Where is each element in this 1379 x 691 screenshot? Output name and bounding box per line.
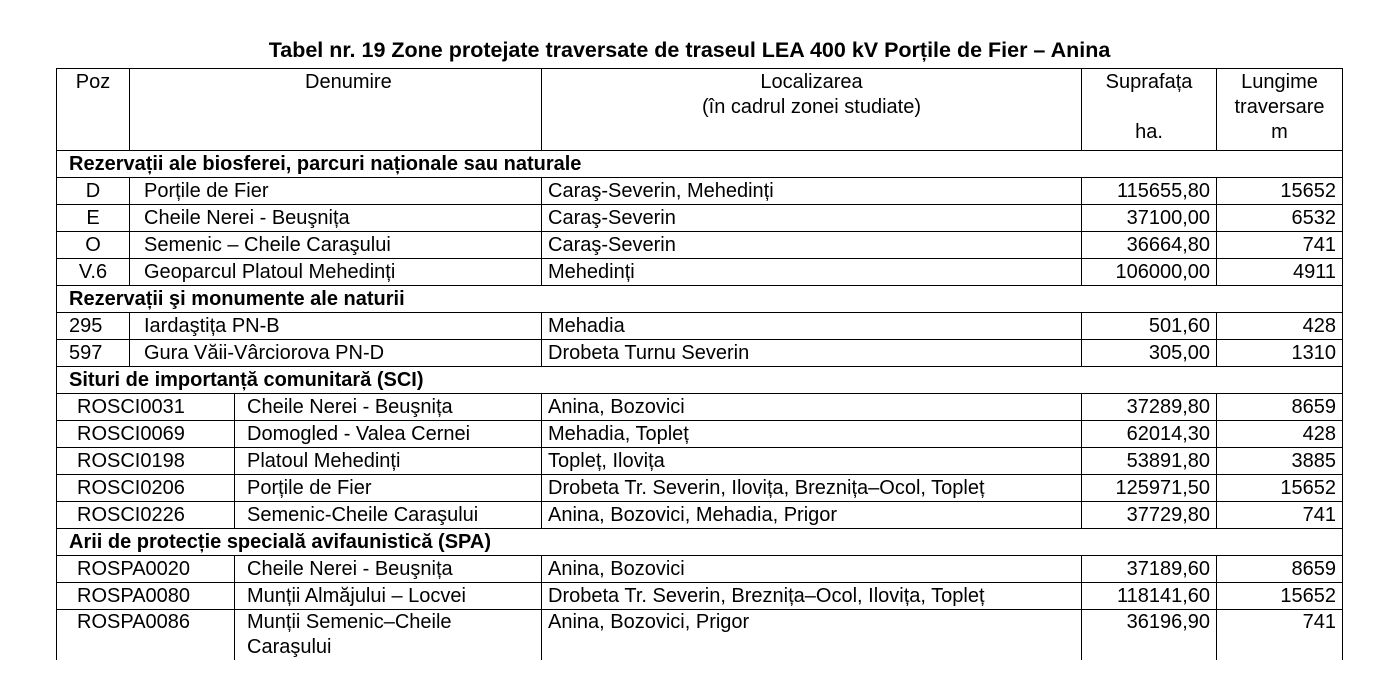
table-row — [57, 232, 1343, 259]
cell-lungime: 15652 — [1217, 583, 1343, 610]
section-row — [57, 529, 1343, 556]
cell-localizare: Caraş-Severin, Mehedinți — [542, 178, 1082, 205]
cell-suprafata: 36664,80 — [1082, 232, 1217, 259]
cell-lungime: 741 — [1217, 502, 1343, 529]
cell-lungime: 428 — [1217, 313, 1343, 340]
cell-lungime: 741 — [1217, 610, 1343, 661]
cell-poz: ROSPA0020 — [57, 556, 235, 583]
cell-localizare: Drobeta Tr. Severin, Ilovița, Breznița–Ocol, Topleț — [542, 475, 1082, 502]
cell-localizare: Caraş-Severin — [542, 232, 1082, 259]
table-row — [57, 394, 1343, 421]
cell-denumire-line-1: Munții Semenic–Cheile — [247, 611, 452, 633]
cell-denumire: Platoul Mehedinți — [235, 448, 542, 475]
cell-denumire: Geoparcul Platoul Mehedinți — [130, 259, 542, 286]
cell-localizare: Anina, Bozovici, Prigor — [542, 610, 1082, 661]
cell-localizare: Anina, Bozovici — [542, 394, 1082, 421]
cell-suprafata: 125971,50 — [1082, 475, 1217, 502]
cell-lungime: 1310 — [1217, 340, 1343, 367]
header-suprafata: Suprafața ha. — [1082, 69, 1217, 151]
cell-suprafata: 36196,90 — [1082, 610, 1217, 661]
table-row — [57, 340, 1343, 367]
cell-denumire: Porțile de Fier — [235, 475, 542, 502]
table-row — [57, 205, 1343, 232]
table-row — [57, 259, 1343, 286]
table-row — [57, 556, 1343, 583]
header-lungime: Lungime traversare m — [1217, 69, 1343, 151]
cell-denumire: Porțile de Fier — [130, 178, 542, 205]
cell-suprafata: 118141,60 — [1082, 583, 1217, 610]
cell-suprafata: 305,00 — [1082, 340, 1217, 367]
table-title: Tabel nr. 19 Zone protejate traversate de traseul LEA 400 kV Porțile de Fier – Anina — [268, 38, 1111, 62]
cell-suprafata: 37189,60 — [1082, 556, 1217, 583]
cell-poz: V.6 — [57, 259, 130, 286]
cell-localizare: Anina, Bozovici, Mehadia, Prigor — [542, 502, 1082, 529]
header-poz: Poz — [57, 69, 130, 151]
cell-localizare: Drobeta Turnu Severin — [542, 340, 1082, 367]
cell-localizare: Mehadia, Topleț — [542, 421, 1082, 448]
table-row — [57, 421, 1343, 448]
cell-poz: 295 — [57, 313, 130, 340]
cell-poz: ROSPA0086 — [57, 610, 235, 661]
cell-denumire: Cheile Nerei - Beuşnița — [235, 556, 542, 583]
cell-denumire: Munții Almăjului – Locvei — [235, 583, 542, 610]
cell-lungime: 15652 — [1217, 178, 1343, 205]
protected-areas-table — [56, 68, 1343, 660]
cell-localizare: Anina, Bozovici — [542, 556, 1082, 583]
section-title: Rezervații ale biosferei, parcuri naționale sau naturale — [57, 151, 1343, 178]
header-denumire: Denumire — [130, 69, 542, 151]
cell-denumire-line-2: Caraşului — [247, 636, 332, 658]
cell-denumire: Semenic-Cheile Caraşului — [235, 502, 542, 529]
header-row — [57, 69, 1343, 151]
section-row — [57, 286, 1343, 313]
table-row — [57, 610, 1343, 661]
cell-suprafata: 501,60 — [1082, 313, 1217, 340]
cell-poz: ROSCI0198 — [57, 448, 235, 475]
cell-lungime: 4911 — [1217, 259, 1343, 286]
cell-lungime: 8659 — [1217, 394, 1343, 421]
cell-lungime: 6532 — [1217, 205, 1343, 232]
section-title: Situri de importanță comunitară (SCI) — [57, 367, 1343, 394]
table-row — [57, 178, 1343, 205]
cell-poz: ROSPA0080 — [57, 583, 235, 610]
cell-lungime: 15652 — [1217, 475, 1343, 502]
cell-poz: ROSCI0031 — [57, 394, 235, 421]
table-row — [57, 475, 1343, 502]
cell-suprafata: 106000,00 — [1082, 259, 1217, 286]
table-row — [57, 448, 1343, 475]
cell-localizare: Mehedinți — [542, 259, 1082, 286]
section-row — [57, 151, 1343, 178]
cell-poz: 597 — [57, 340, 130, 367]
cell-poz: ROSCI0226 — [57, 502, 235, 529]
cell-poz: D — [57, 178, 130, 205]
cell-lungime: 428 — [1217, 421, 1343, 448]
cell-denumire: Domogled - Valea Cernei — [235, 421, 542, 448]
cell-suprafata: 37289,80 — [1082, 394, 1217, 421]
cell-lungime: 3885 — [1217, 448, 1343, 475]
cell-denumire: Cheile Nerei - Beuşnița — [235, 394, 542, 421]
cell-suprafata: 115655,80 — [1082, 178, 1217, 205]
table-row — [57, 502, 1343, 529]
cell-localizare: Mehadia — [542, 313, 1082, 340]
table-row — [57, 313, 1343, 340]
cell-poz: ROSCI0069 — [57, 421, 235, 448]
cell-localizare: Topleț, Ilovița — [542, 448, 1082, 475]
section-title: Arii de protecție specială avifaunistică (SPA) — [57, 529, 1343, 556]
section-row — [57, 367, 1343, 394]
table-row — [57, 583, 1343, 610]
cell-suprafata: 37729,80 — [1082, 502, 1217, 529]
cell-suprafata: 53891,80 — [1082, 448, 1217, 475]
cell-denumire: Iardaştița PN-B — [130, 313, 542, 340]
cell-denumire: Semenic – Cheile Caraşului — [130, 232, 542, 259]
cell-poz: E — [57, 205, 130, 232]
header-localizare: Localizarea (în cadrul zonei studiate) — [542, 69, 1082, 151]
cell-localizare: Caraş-Severin — [542, 205, 1082, 232]
cell-denumire — [235, 610, 542, 661]
cell-lungime: 8659 — [1217, 556, 1343, 583]
cell-poz: ROSCI0206 — [57, 475, 235, 502]
cell-localizare: Drobeta Tr. Severin, Breznița–Ocol, Ilovița, Topleț — [542, 583, 1082, 610]
cell-poz: O — [57, 232, 130, 259]
cell-suprafata: 62014,30 — [1082, 421, 1217, 448]
cell-denumire: Cheile Nerei - Beuşnița — [130, 205, 542, 232]
section-title: Rezervații şi monumente ale naturii — [57, 286, 1343, 313]
cell-suprafata: 37100,00 — [1082, 205, 1217, 232]
cell-denumire: Gura Văii-Vârciorova PN-D — [130, 340, 542, 367]
cell-lungime: 741 — [1217, 232, 1343, 259]
